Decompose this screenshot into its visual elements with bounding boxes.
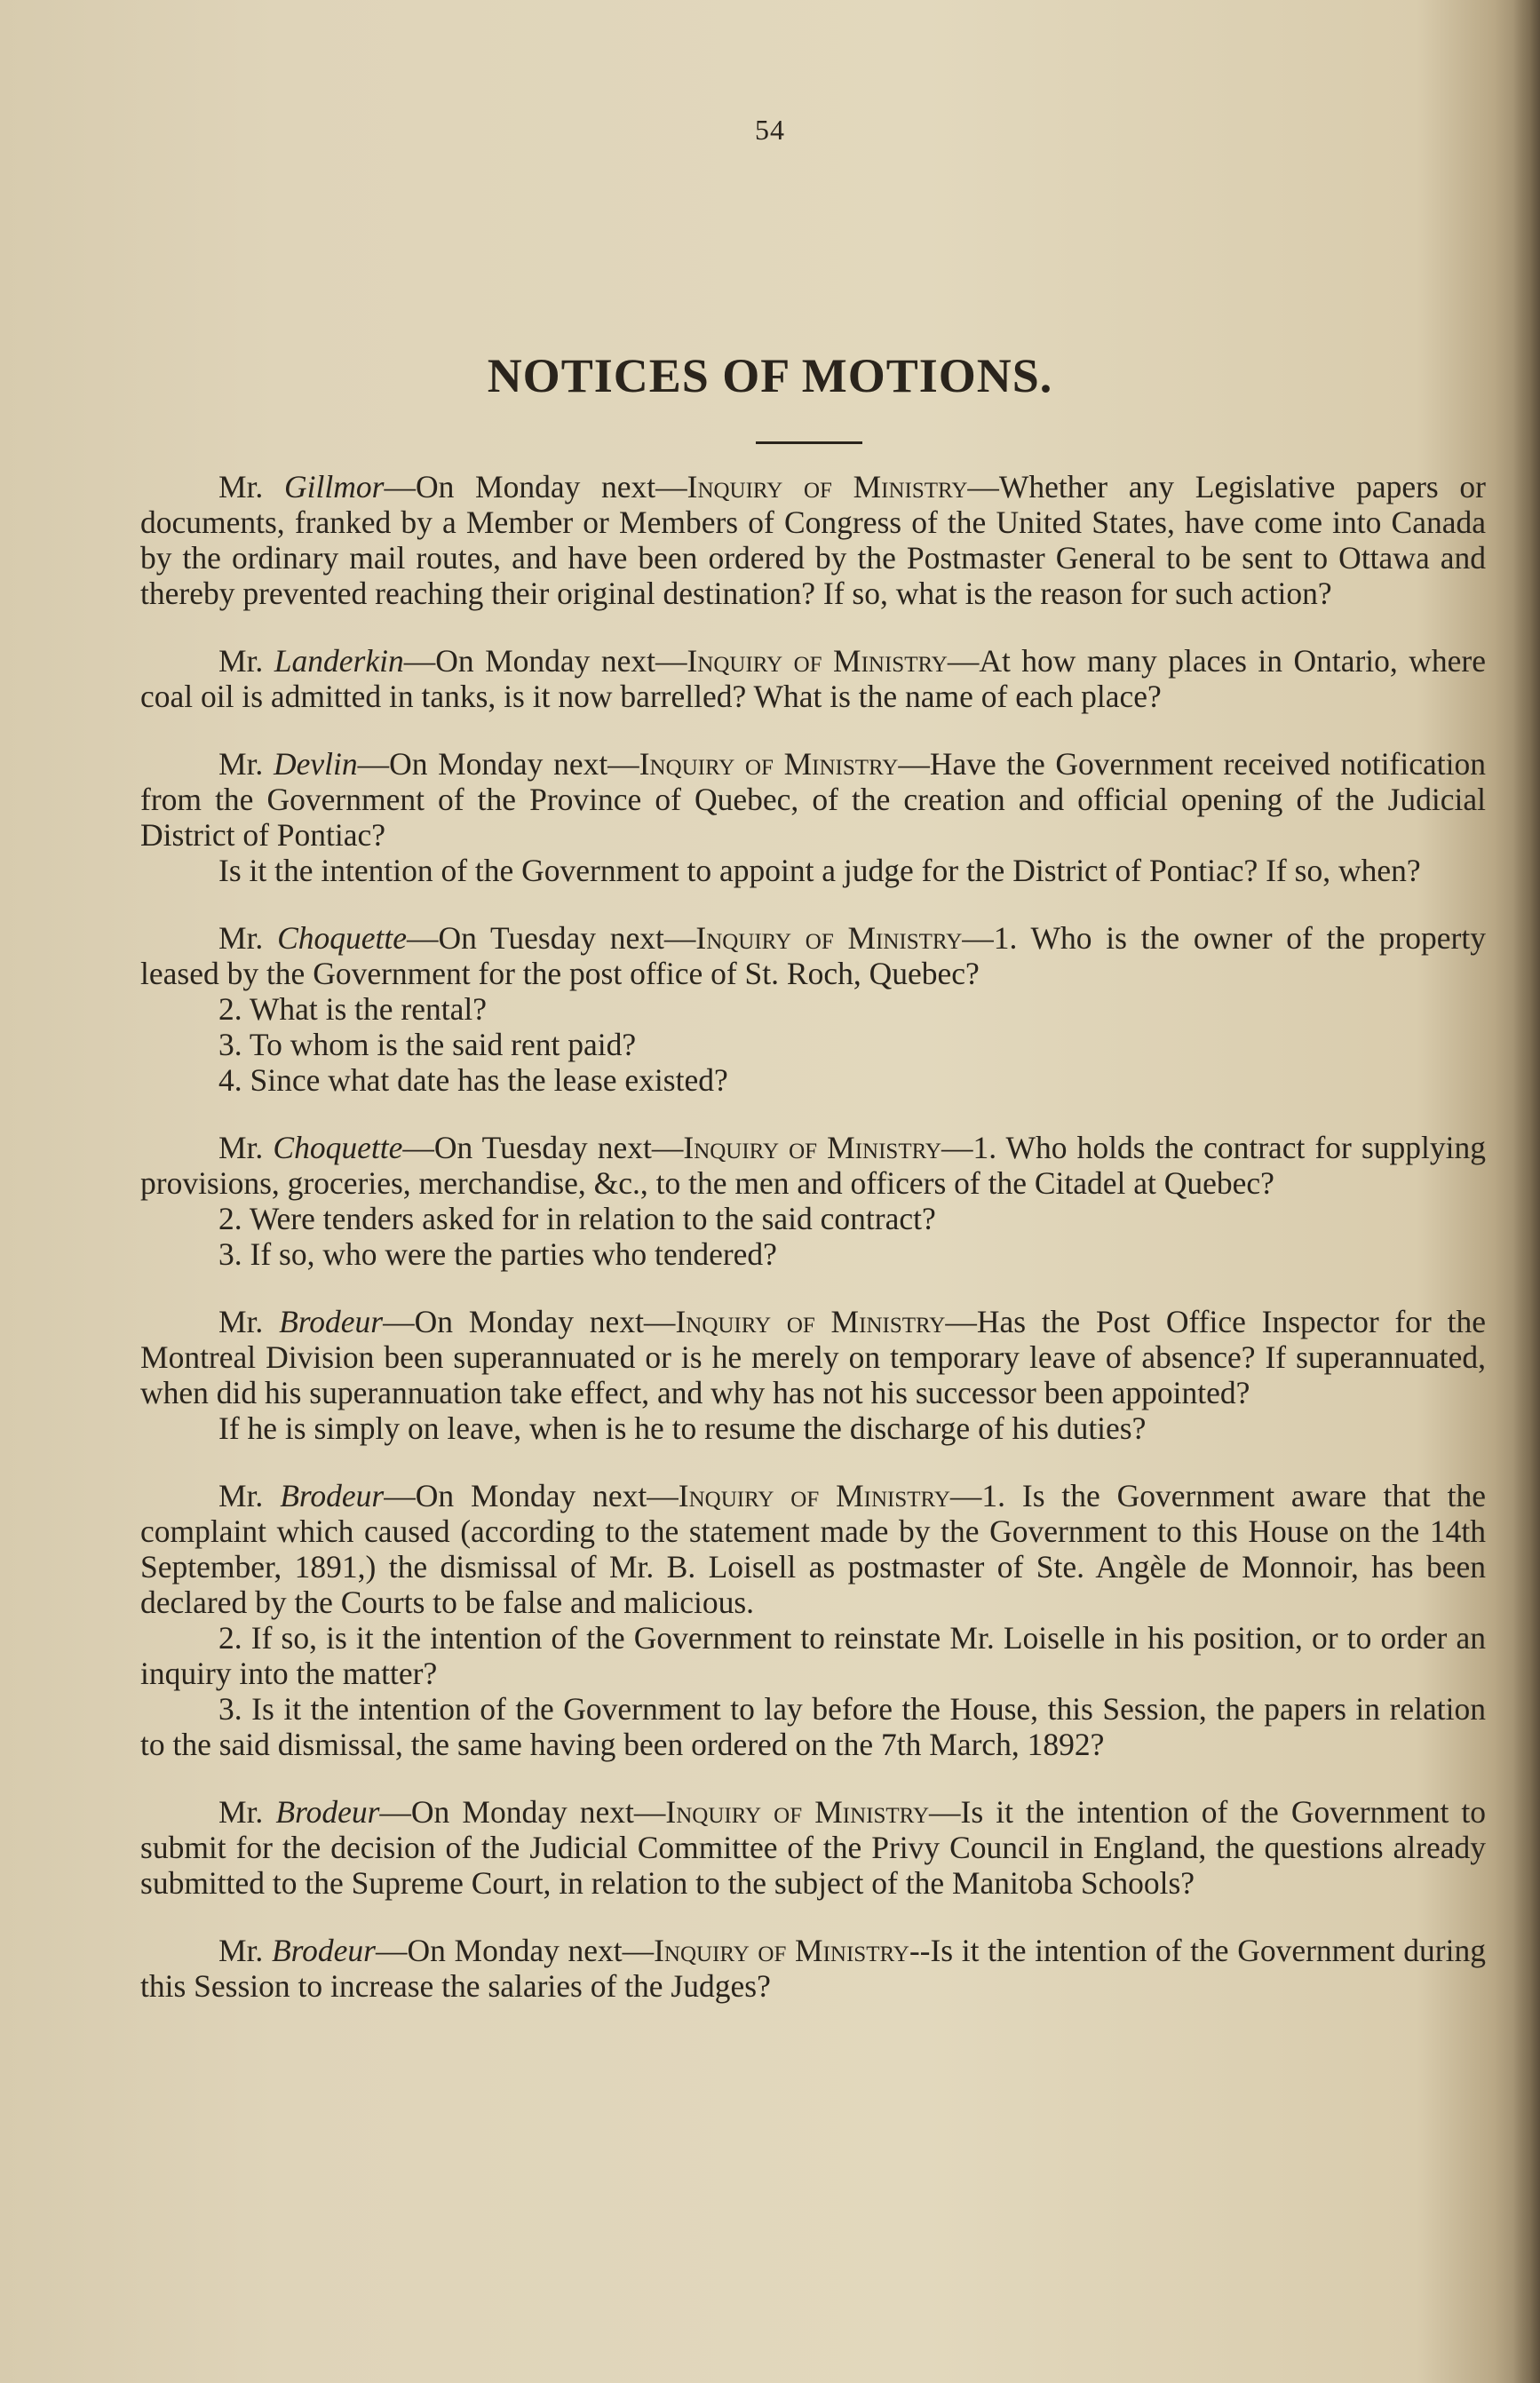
motion-inquiry-label: Inquiry of Ministry bbox=[639, 746, 899, 782]
motion-question: 3. To whom is the said rent paid? bbox=[218, 1027, 637, 1062]
motion-paragraph bbox=[140, 1304, 1486, 1410]
motion-text: —1. Who holds the contract for supplying provisions, groceries, merchandise, &c., to the men and officers of the Citadel at Quebec? bbox=[140, 1130, 1486, 1201]
motion-title: Mr. bbox=[218, 1478, 264, 1513]
motion-member: Choquette bbox=[273, 1130, 403, 1165]
motion-title: Mr. bbox=[218, 920, 264, 956]
motion-paragraph bbox=[140, 1933, 1486, 2004]
motion-paragraph bbox=[140, 643, 1486, 714]
motion-timing: —On Tuesday next— bbox=[402, 1130, 684, 1165]
motion-text: —At how many places in Ontario, where coal oil is admitted in tanks, is it now barrelled? What is the name of each place? bbox=[140, 643, 1486, 714]
page-number: 54 bbox=[755, 114, 785, 146]
motion-title: Mr. bbox=[218, 1933, 264, 1968]
motion-question: 2. If so, is it the intention of the Government to reinstate Mr. Loiselle in his position, or to order an inquiry into the matter? bbox=[140, 1620, 1486, 1691]
motion-question: If he is simply on leave, when is he to resume the discharge of his duties? bbox=[218, 1410, 1147, 1446]
motion-title: Mr. bbox=[218, 643, 264, 679]
motion-paragraph bbox=[140, 1478, 1486, 1620]
motion-inquiry-label: Inquiry of Ministry bbox=[695, 920, 963, 956]
motion-inquiry-label: Inquiry of Ministry bbox=[675, 1304, 946, 1339]
motion-paragraph bbox=[140, 1794, 1486, 1901]
motion-text: —Whether any Legislative papers or documents, franked by a Member or Members of Congress of the United States, have come into Canada by the ordinary mail routes, and have been ordered by the Postmaster General to be sent to Ottawa and thereby prevented reaching their original destination? If so, what is the reason for such action? bbox=[140, 469, 1486, 611]
motion-title: Mr. bbox=[218, 469, 264, 504]
motion-notice bbox=[140, 469, 1486, 611]
motions-list bbox=[140, 469, 1486, 2036]
motion-member: Landerkin bbox=[274, 643, 404, 679]
motion-timing: —On Monday next— bbox=[384, 469, 687, 504]
motion-timing: —On Monday next— bbox=[384, 1478, 679, 1513]
motion-member: Choquette bbox=[277, 920, 407, 956]
motion-question: 2. Were tenders asked for in relation to the said contract? bbox=[218, 1201, 936, 1236]
motion-inquiry-label: Inquiry of Ministry bbox=[665, 1794, 929, 1830]
motion-inquiry-label: Inquiry of Ministry bbox=[654, 1933, 909, 1968]
motion-text: —Is it the intention of the Government to submit for the decision of the Judicial Committee of the Privy Council in England, the questions already submitted to the Supreme Court, in relation to the subject of the Manitoba Schools? bbox=[140, 1794, 1486, 1901]
motion-notice bbox=[140, 746, 1486, 888]
motion-notice bbox=[140, 1304, 1486, 1446]
motion-paragraph bbox=[140, 1130, 1486, 1201]
motion-text: —1. Who is the owner of the property leased by the Government for the post office of St. Roch, Quebec? bbox=[140, 920, 1486, 991]
motion-inquiry-label: Inquiry of Ministry bbox=[683, 1130, 941, 1165]
motion-member: Brodeur bbox=[275, 1794, 380, 1830]
motion-timing: —On Tuesday next— bbox=[406, 920, 696, 956]
motion-title: Mr. bbox=[218, 746, 264, 782]
motion-member: Gillmor bbox=[284, 469, 385, 504]
motion-notice bbox=[140, 1130, 1486, 1272]
page-heading: NOTICES OF MOTIONS. bbox=[487, 349, 1053, 402]
motion-notice bbox=[140, 1478, 1486, 1762]
motion-timing: —On Monday next— bbox=[403, 643, 687, 679]
motion-member: Brodeur bbox=[280, 1478, 385, 1513]
motion-text: —1. Is the Government aware that the complaint which caused (according to the statement made by the Government to this House on the 14th September, 1891,) the dismissal of Mr. B. Loisell as postmaster of Ste. Angèle de Monnoir, has been declared by the Courts to be false and malicious. bbox=[140, 1478, 1486, 1620]
motion-inquiry-label: Inquiry of Ministry bbox=[687, 643, 948, 679]
motion-member: Brodeur bbox=[279, 1304, 384, 1339]
motion-title: Mr. bbox=[218, 1304, 264, 1339]
motion-paragraph bbox=[140, 746, 1486, 853]
motion-member: Brodeur bbox=[271, 1933, 376, 1968]
motion-timing: —On Monday next— bbox=[375, 1933, 655, 1968]
motion-text: —Have the Government received notification from the Government of the Province of Quebec, of the creation and official opening of the Judicial District of Pontiac? bbox=[140, 746, 1486, 853]
motion-inquiry-label: Inquiry of Ministry bbox=[678, 1478, 950, 1513]
motion-member: Devlin bbox=[273, 746, 358, 782]
motion-question: 4. Since what date has the lease existed? bbox=[218, 1062, 728, 1098]
motion-title: Mr. bbox=[218, 1794, 264, 1830]
motion-title: Mr. bbox=[218, 1130, 264, 1165]
motion-question: 2. What is the rental? bbox=[218, 991, 487, 1027]
heading-rule bbox=[756, 441, 862, 444]
motion-question: 3. Is it the intention of the Government to lay before the House, this Session, the papers in relation to the said dismissal, the same having been ordered on the 7th March, 1892? bbox=[140, 1691, 1486, 1762]
motion-question: 3. If so, who were the parties who tendered? bbox=[218, 1236, 777, 1272]
motion-question: Is it the intention of the Government to appoint a judge for the District of Pontiac? If so, when? bbox=[218, 853, 1421, 888]
motion-text: --Is it the intention of the Government during this Session to increase the salaries of the Judges? bbox=[140, 1933, 1486, 2004]
motion-text: —Has the Post Office Inspector for the Montreal Division been superannuated or is he merely on temporary leave of absence? If superannuated, when did his superannuation take effect, and why has not his successor been appointed? bbox=[140, 1304, 1486, 1410]
motion-inquiry-label: Inquiry of Ministry bbox=[687, 469, 968, 504]
motion-timing: —On Monday next— bbox=[383, 1304, 676, 1339]
motion-paragraph bbox=[140, 920, 1486, 991]
motion-timing: —On Monday next— bbox=[379, 1794, 666, 1830]
motion-notice bbox=[140, 643, 1486, 714]
motion-notice bbox=[140, 920, 1486, 1098]
motion-timing: —On Monday next— bbox=[357, 746, 639, 782]
motion-notice bbox=[140, 1933, 1486, 2004]
motion-notice bbox=[140, 1794, 1486, 1901]
motion-paragraph bbox=[140, 469, 1486, 611]
